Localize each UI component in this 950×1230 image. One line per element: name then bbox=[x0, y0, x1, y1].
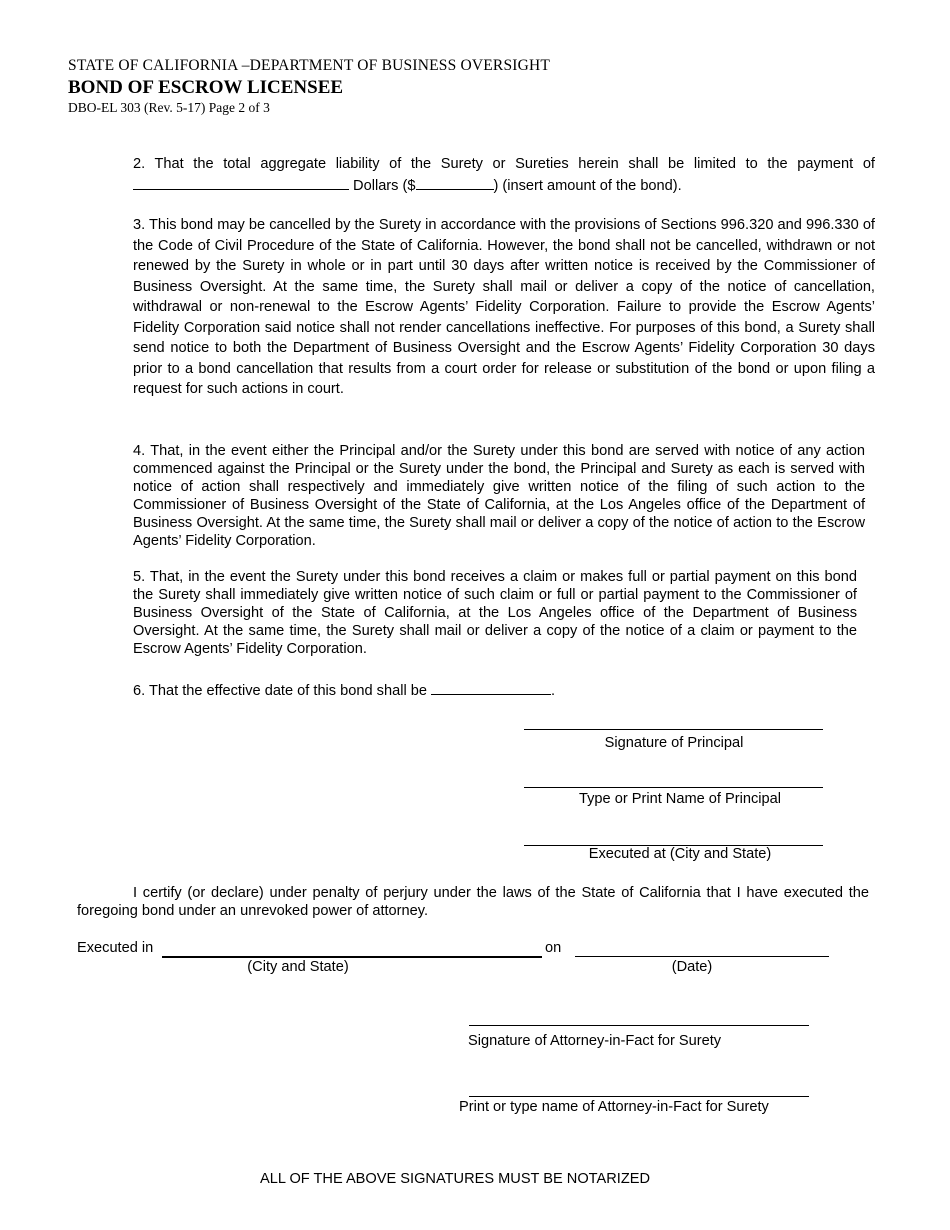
agency-header: STATE OF CALIFORNIA –DEPARTMENT OF BUSINESS OVERSIGHT bbox=[68, 57, 551, 74]
clause-2-tail: ) (insert amount of the bond). bbox=[493, 177, 682, 194]
clause-2 bbox=[133, 154, 875, 196]
executed-in-city-line[interactable] bbox=[162, 956, 542, 958]
form-title: BOND OF ESCROW LICENSEE bbox=[68, 77, 344, 98]
effective-date-field[interactable] bbox=[431, 680, 551, 695]
clause-5: 5. That, in the event the Surety under this bond receives a claim or makes full or partial payment on this bond the Surety shall immediately give written notice of such claim or full or partial payment to the Commissioner of Business Oversight of the State of California, at the Los Angeles office of the Department of Business Oversight. At the same time, the Surety shall mail or deliver a copy of the notice of a claim or payment to the Escrow Agents’ Fidelity Corporation. bbox=[133, 569, 857, 657]
attorney-name-line[interactable] bbox=[469, 1096, 809, 1097]
clause-2-line1: 2. That the total aggregate liability of the Surety or Sureties herein shall be limited to the payment of bbox=[133, 156, 875, 172]
principal-name-label: Type or Print Name of Principal bbox=[579, 791, 781, 807]
attorney-name-label: Print or type name of Attorney-in-Fact for Surety bbox=[459, 1099, 769, 1115]
bond-amount-number-field[interactable] bbox=[416, 175, 494, 190]
date-label: (Date) bbox=[671, 959, 713, 975]
clause-3: 3. This bond may be cancelled by the Surety in accordance with the provisions of Sections 996.320 and 996.330 of the Code of Civil Procedure of the State of California. However, the bond shall not be cancelled, withdrawn or not renewed by the Surety in whole or in part until 30 days after written notice is received by the Commissioner of Business Oversight. At the same time, the Surety shall mail or deliver a copy of the notice of cancellation, withdrawal or non-renewal to the Escrow Agents’ Fidelity Corporation. Failure to provide the Escrow Agents’ Fidelity Corporation said notice shall not render cancellations ineffective. For purposes of this bond, a Surety shall send notice to both the Department of Business Oversight and the Escrow Agents’ Fidelity Corporation 30 days prior to a bond cancellation that results from a court order for release or substitution of the bond or upon filing a request for such actions in court. bbox=[133, 217, 875, 397]
executed-at-label: Executed at (City and State) bbox=[588, 846, 772, 862]
certification-text: I certify (or declare) under penalty of perjury under the laws of the State of California that I have executed the foregoing bond under an unrevoked power of attorney. bbox=[77, 885, 869, 919]
notarization-notice: ALL OF THE ABOVE SIGNATURES MUST BE NOTARIZED bbox=[259, 1171, 651, 1187]
bond-amount-words-field[interactable] bbox=[133, 175, 349, 190]
clause-2-dollars: Dollars ($ bbox=[349, 177, 416, 194]
clause-6-text: 6. That the effective date of this bond shall be bbox=[133, 683, 432, 699]
attorney-signature-label: Signature of Attorney-in-Fact for Surety bbox=[468, 1033, 722, 1049]
clause-6-end: . bbox=[551, 683, 556, 699]
clause-2-line2 bbox=[133, 175, 875, 197]
city-state-label: (City and State) bbox=[247, 959, 349, 975]
clause-6 bbox=[133, 680, 875, 700]
on-label: on bbox=[545, 940, 562, 956]
clause-4: 4. That, in the event either the Principal and/or the Surety under this bond are served with notice of any action commenced against the Principal or the Surety under the bond, the Principal and Surety as each is served with notice of action shall respectively and immediately give written notice of the filing of such action to the Commissioner of Business Oversight of the State of California, at the Los Angeles office of the Department of Business Oversight. At the same time, the Surety shall mail or deliver a copy of the notice of action to the Escrow Agents’ Fidelity Corporation. bbox=[133, 443, 865, 549]
form-id: DBO-EL 303 (Rev. 5-17) Page 2 of 3 bbox=[68, 100, 270, 115]
principal-signature-label: Signature of Principal bbox=[604, 735, 744, 751]
principal-signature-line[interactable] bbox=[524, 729, 823, 730]
executed-in-label: Executed in bbox=[77, 940, 154, 956]
attorney-signature-line[interactable] bbox=[469, 1025, 809, 1026]
execution-date-line[interactable] bbox=[575, 956, 829, 957]
principal-name-line[interactable] bbox=[524, 787, 823, 788]
